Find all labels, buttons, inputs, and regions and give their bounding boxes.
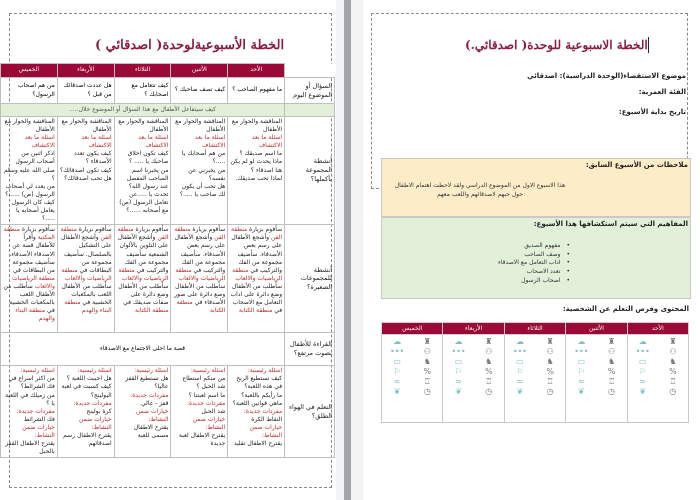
small-group-cell — [57, 225, 114, 333]
people-icon: ⚇ — [485, 347, 493, 356]
book-icon: ▭ — [454, 357, 463, 366]
book-icon: ▭ — [516, 357, 524, 366]
learning-area: منطقة الرياضيات والالعاب — [175, 266, 226, 282]
group-cell — [1, 117, 58, 225]
learning-area: منطقة الكتابة — [176, 299, 226, 315]
building-icon: ♜ — [546, 337, 554, 346]
learning-area: منطقة الكتابة — [135, 307, 169, 315]
day-header: الخميس — [382, 323, 443, 335]
content-section — [381, 299, 691, 311]
activity-text: سأقوم بزيارة — [190, 226, 226, 234]
cell-line: من زميلك في اللعبة يا ؟ — [5, 391, 55, 407]
cell-line: ما رأيكم باللعبة؟ — [241, 391, 283, 399]
story-title: قصة ما احلى الاجتماع مع الاصدقاء — [1, 333, 285, 366]
dots-icon: ••• — [574, 347, 589, 356]
leaf-icon: ❦ — [577, 387, 585, 396]
week-start-label: تاريخ بداية الأسبوع: — [618, 108, 686, 116]
text-cursor — [648, 37, 649, 53]
cell-line: كيف يكون تعدد الأصدقاء ؟ — [74, 150, 112, 166]
corner-cell — [285, 64, 335, 78]
concepts-list — [498, 242, 570, 285]
dots-icon: ••• — [451, 347, 466, 356]
cell-line: هل تستطيع القفز عاليا؟ — [125, 375, 169, 391]
cloud-icon: ☁ — [454, 337, 463, 346]
building-icon: ♜ — [669, 337, 677, 346]
day-header: الأثنين — [171, 64, 228, 78]
outdoor-row — [1, 366, 335, 458]
question-cell: كيف تتعامل مع اصحابك ؟ — [114, 78, 171, 104]
row-label: أنشطة المجموعة بأكملها؟ — [285, 117, 335, 225]
wave-icon: ≈ — [516, 377, 524, 386]
interaction-empty — [285, 104, 335, 117]
cell-subheading: مفردات جديدة: — [16, 407, 55, 415]
cell-intro: المناقشة والحوار مع الأطفال — [118, 118, 169, 134]
cell-line: يقترح الاطفال لعبة جديدة — [178, 431, 226, 448]
outdoor-cell — [114, 366, 171, 458]
cell-line: كيف تستطيع الربح في هذه اللعبة؟ — [236, 375, 283, 391]
cell-subheading: مفردات جديدة: — [73, 399, 112, 407]
clock-icon: ◷ — [669, 387, 677, 396]
cell-subheading: خيارات ضمن النشاط: — [192, 415, 226, 431]
cell-subheading: اسئلة ما بعد الاكتشاف — [138, 134, 169, 150]
outdoor-cell — [228, 366, 285, 458]
cell-line: هل تحب أن يكون لك صاحب يا .....؟ — [179, 182, 226, 198]
activity-text: سأقوم بزيارة — [133, 226, 169, 234]
small-group-cell — [171, 225, 228, 333]
concept-item: • وصف الصاحب — [498, 251, 570, 260]
icon-cell — [443, 335, 504, 423]
dots-icon: ••• — [635, 347, 650, 356]
activity-text: وأشجع الأطفال على التشكيل بالصلصال. سأضيف مجموعة من البطاقات في — [60, 234, 112, 274]
cell-intro: المناقشة والحوار مع الأطفال — [4, 118, 55, 134]
cell-subheading: خيارات ضمن النشاط: — [22, 423, 55, 439]
group-cell — [114, 117, 171, 225]
cell-line: كيف تكون اخلاق صاحبك يا ..... ؟ — [127, 150, 169, 166]
cell-line: هل تحب اصدقائك؟ — [64, 174, 112, 182]
day-header: الأثنين — [566, 323, 627, 335]
cell-subheading: خيارات ضمن النشاط: — [79, 415, 112, 431]
people-icon: ⚇ — [607, 347, 616, 356]
concept-item: • اصحاب الرسول — [498, 277, 570, 286]
weekly-plan-table — [0, 63, 335, 458]
learning-area: منطقة المكتبة — [3, 226, 55, 242]
small-groups-row — [1, 225, 335, 333]
cell-intro: المناقشة والحوار مع الأطفال — [175, 118, 226, 134]
building2-icon: ♖ — [607, 377, 616, 386]
small-group-cell — [228, 225, 285, 333]
cloud-icon: ☁ — [515, 337, 524, 346]
cell-line: قفز - عالي — [141, 399, 169, 407]
concept-item: • تعدد الاصحاب — [498, 268, 570, 277]
activity-text: وأشجع الأطفال على رسم بعض الأصدقاء. سأضيف مجموعة من الفك والتركيب في — [231, 234, 283, 274]
cell-line: يقترح الاطفال القفز بالحبل — [5, 440, 55, 456]
cell-subheading: اسئلة رئيسية: — [247, 367, 283, 375]
topic-label: موضوع الاستقصاء(الوحدة الدراسية): اصدقائي — [527, 72, 686, 80]
cell-line: كيف تكون اصدقائك؟ — [59, 166, 112, 174]
cell-intro: المناقشة والحوار مع الأطفال — [61, 118, 112, 134]
cell-line: تحدث يا .....عن تعامل الرسول (ص) مع أصحابه ......؟ — [119, 190, 169, 215]
leaf-icon: ❦ — [516, 387, 524, 396]
cell-line: من منكم استطاع شد الحبل ؟ — [182, 375, 226, 391]
building2-icon: ♖ — [423, 377, 431, 386]
learning-area: منطقة الرياضيات والالعاب — [12, 274, 55, 290]
learning-area: منطقة الرياضيات والالعاب — [232, 266, 283, 282]
read-aloud-row — [1, 333, 335, 366]
flag-icon: ⚐ — [454, 367, 463, 376]
day-header: الخميس — [1, 64, 58, 78]
cell-subheading: اسئلة رئيسية: — [190, 367, 226, 375]
learning-area: منطقة البناء والهدم — [64, 299, 112, 315]
flag-icon: ⚐ — [393, 367, 401, 376]
book-icon: ▭ — [577, 357, 586, 366]
clock-icon: ◷ — [485, 387, 493, 396]
right-page-title: الخطة الاسبوعية للوحدة( اصدقائي.) — [465, 38, 648, 52]
cell-line: شد الحبل — [201, 407, 226, 415]
cell-subheading: خيارات ضمن النشاط: — [249, 423, 283, 439]
concepts-section — [381, 217, 691, 299]
flag-icon: ⚐ — [639, 367, 647, 376]
clock-icon: ◷ — [546, 387, 554, 396]
activity-text: سأطلب من الأطفال اللعب بالمكعبات الخشبية في — [3, 282, 55, 315]
concept-item: • مفهوم الصديق — [498, 242, 570, 251]
cell-subheading: مفردات جديدة: — [186, 399, 226, 407]
group-activities-row — [1, 117, 335, 225]
cell-line: اذكر اثنين من أصحاب الرسول صلى الله عليه وسلم ؟ — [3, 150, 55, 182]
figure-icon: ♞ — [423, 357, 431, 366]
percent-icon: % — [607, 367, 616, 376]
clock-icon: ◷ — [608, 387, 616, 396]
icon-cell — [382, 335, 443, 423]
previous-week-notes — [381, 158, 691, 217]
cloud-icon: ☁ — [638, 337, 647, 346]
page-gap — [344, 0, 351, 500]
leaf-icon: ❦ — [639, 387, 647, 396]
cell-line: ماهي قوانين اللعبة؟ — [232, 399, 283, 407]
cloud-icon: ☁ — [393, 337, 402, 346]
cell-intro: المناقشة والحوار مع الأطفال — [231, 118, 283, 134]
clock-icon: ◷ — [423, 387, 431, 396]
days-header-row — [382, 323, 689, 335]
row-label: التعلم في الهواء الطلق؟ — [285, 366, 335, 458]
wave-icon: ≈ — [639, 377, 647, 386]
cell-line: يقترح الاطفال تقليد — [233, 440, 283, 448]
row-label: السؤال أو الموضوع اليوم — [285, 78, 335, 104]
activity-text: سأطلب من الأطفال وضع دائرة على صفات صديقك في — [118, 282, 169, 307]
activity-text: سأطلب من الأطفال وضع دائرة على صور الأصدقاء في — [174, 282, 226, 307]
learning-area: منطقة البناء والهدم — [15, 307, 55, 323]
figure-icon: ♞ — [607, 357, 616, 366]
learning-area: منطقة الرياضيات والالعاب — [118, 266, 169, 282]
activity-text: سأقوم بزيارة — [19, 226, 55, 234]
row-label: أنشطة للمجموعات الصغيرة؟ — [285, 225, 335, 333]
figure-icon: ♞ — [546, 357, 554, 366]
cell-subheading: اسئلة رئيسية: — [77, 367, 112, 375]
question-cell: كيف تصف صاحبك ؟ — [171, 78, 228, 104]
small-group-cell — [1, 225, 58, 333]
learning-area: منطقة الفن — [174, 226, 226, 242]
figure-icon: ♞ — [485, 357, 493, 366]
icon-cell — [504, 335, 565, 423]
question-cell: هل عددت اصدقائك من قبل ؟ — [57, 78, 114, 104]
daily-question-row — [1, 78, 335, 104]
activity-text: سأطلب من الأطفال وضع دائرة على اداب التعامل مع الاصحاب في — [230, 282, 283, 315]
cell-line: التقاط الكرة — [251, 415, 283, 423]
building2-icon: ♖ — [546, 377, 554, 386]
concept-item: • اداب التعامل مع الاصدقاء — [498, 259, 570, 268]
personality-learning-table — [381, 322, 689, 423]
wave-icon: ≈ — [577, 377, 585, 386]
learning-area: منطقة الكتابة — [238, 307, 273, 315]
cell-line: لماذا تحب صديقك. — [235, 174, 283, 182]
activity-text: وأشجع الأطفال على رسم بعض الأصدقاء. سأضيف مجموعة من الفك والتركيب في — [174, 234, 226, 274]
notes-heading: ملاحظات من الأسبوع السابق: — [585, 161, 688, 169]
activity-text: وأقرأ للأطفال قصة عن الاصدقاء الأصدقاء. سأضيف مجموعة من البطاقات في — [9, 234, 55, 274]
cell-line: ما اسم لعبتنا ؟ — [188, 391, 226, 399]
building2-icon: ♖ — [485, 377, 493, 386]
percent-icon: % — [484, 367, 493, 376]
cell-line: كيف كان الرسول يعامل أصحابه يا .....؟ — [11, 198, 55, 223]
interaction-row — [1, 104, 335, 117]
group-cell — [228, 117, 285, 225]
percent-icon: % — [669, 367, 677, 376]
book-icon: ▭ — [638, 357, 647, 366]
learning-area: منطقة الفن — [117, 226, 169, 242]
icon-cell — [627, 335, 688, 423]
cell-subheading: اسئلة ما بعد الاكتشاف — [81, 134, 112, 150]
small-group-cell — [114, 225, 171, 333]
outdoor-cell — [1, 366, 58, 458]
cell-line: من يخبرنا اسم الصاحب المفضل عند رسول الله؟ — [126, 166, 169, 190]
cell-subheading: اسئلة ما بعد الاكتشاف — [195, 134, 226, 150]
learning-area: منطقة الرياضيات والالعاب — [61, 266, 112, 282]
day-header: الأحد — [228, 64, 285, 78]
flag-icon: ⚐ — [516, 367, 524, 376]
wave-icon: ≈ — [393, 377, 401, 386]
building2-icon: ♖ — [669, 377, 677, 386]
dots-icon: ••• — [512, 347, 528, 356]
percent-icon: % — [423, 367, 432, 376]
question-cell: من هم اصحاب الرسول؟ — [1, 78, 58, 104]
outdoor-cell — [57, 366, 114, 458]
leaf-icon: ❦ — [393, 387, 401, 396]
building-icon: ♜ — [485, 337, 493, 346]
question-cell: ما مفهوم الصاحب ؟ — [228, 78, 285, 104]
flag-icon: ⚐ — [577, 367, 585, 376]
cell-line: كرة بولينج — [86, 407, 112, 415]
outdoor-cell — [171, 366, 228, 458]
cell-subheading: اسئلة ما بعد الاكتشاف — [251, 134, 283, 150]
icons-row — [382, 335, 689, 423]
cell-line: هل احببت اللعبة ؟ — [66, 375, 112, 383]
building-icon: ♜ — [423, 337, 431, 346]
day-header: الأحد — [627, 323, 688, 335]
activity-text: سأقوم بزيارة — [247, 226, 283, 234]
cloud-icon: ☁ — [577, 337, 586, 346]
concepts-heading: المفاهيم التي سيتم استكشافها هذا الأسبوع: — [533, 220, 688, 228]
cell-line: من هم أصحابك يا .....؟ — [181, 150, 226, 166]
cell-line: فك الشرائط — [23, 415, 55, 423]
cell-line: من اكثر اسراع في فك الشرائط؟ — [8, 375, 55, 391]
activity-text: وأشجع الأطفال على التلوين بالألوان الشمعية سأضيف مجموعة من الفك والتركيب في — [117, 234, 169, 274]
cell-line: ما اسم صديقك ؟ — [239, 150, 283, 158]
cell-subheading: اسئلة رئيسية: — [134, 367, 169, 375]
cell-line: ماذا يحدث لو لم يكن هنا اصدقاء ؟ — [230, 158, 283, 174]
cell-subheading: اسئلة ما بعد الاكتشاف — [24, 134, 55, 150]
interaction-prompt: كيف سيتفاعل الأطفال مع هذا السؤال أو الموضوع خلال..... — [1, 104, 285, 117]
cell-subheading: اسئلة رئيسية: — [20, 367, 55, 375]
cell-subheading: مفردات جديدة: — [130, 391, 169, 399]
icon-cell — [566, 335, 627, 423]
percent-icon: % — [546, 367, 554, 376]
learning-area: منطقة الفن — [60, 226, 112, 242]
day-header: الثلاثاء — [504, 323, 565, 335]
notes-text: هذا الاسبوع الاول من الموضوع الدراسي ولقد لاحظت اهتمام الاطفال حول حبهم لاصدقائهم واللعب معهم — [394, 182, 566, 198]
group-cell — [171, 117, 228, 225]
wave-icon: ≈ — [455, 377, 462, 386]
cell-line: يقترح الاطفال رسم اصدقائهم — [63, 431, 112, 448]
day-header: الأربعاء — [57, 64, 114, 78]
people-icon: ⚇ — [546, 347, 554, 356]
cell-line: يقترح الاطفال مسمى للعبة — [133, 423, 169, 439]
row-label: القراءة للأطفال بصوت مرتفع؟ — [285, 333, 335, 366]
cell-subheading: خيارات ضمن النشاط: — [135, 407, 169, 423]
people-icon: ⚇ — [423, 347, 431, 356]
leaf-icon: ❦ — [455, 387, 462, 396]
book-icon: ▭ — [393, 357, 401, 366]
building-icon: ♜ — [607, 337, 616, 346]
left-page-title: الخطة الأسبوعيةلوحدة( اصدقائي ) — [95, 38, 285, 53]
content-heading: المحتوى وفرص التعلم عن الشخصية: — [562, 305, 689, 313]
day-header: الأربعاء — [443, 323, 504, 335]
dots-icon: ••• — [390, 347, 405, 356]
cell-line: من يعدد لي أصحاب الرسول (ص) ......؟ — [5, 182, 55, 198]
age-group-label: الفئة العمرية: — [638, 88, 686, 96]
people-icon: ⚇ — [669, 347, 677, 356]
days-header-row — [1, 64, 335, 78]
figure-icon: ♞ — [669, 357, 677, 366]
cell-line: كيف كسبت في لعبة البولينج؟ — [61, 383, 112, 399]
learning-area: منطقة الفن — [231, 226, 283, 242]
activity-text: سأطلب من الأطفال اللعب بالمكعبات الخشبية في — [61, 282, 112, 307]
group-cell — [57, 117, 114, 225]
cell-subheading: مفردات جديدة: — [243, 407, 283, 415]
day-header: الثلاثاء — [114, 64, 171, 78]
cell-line: من يخبرني عن نفسه؟ — [188, 166, 226, 182]
activity-text: سأقوم بزيارة — [76, 226, 112, 234]
